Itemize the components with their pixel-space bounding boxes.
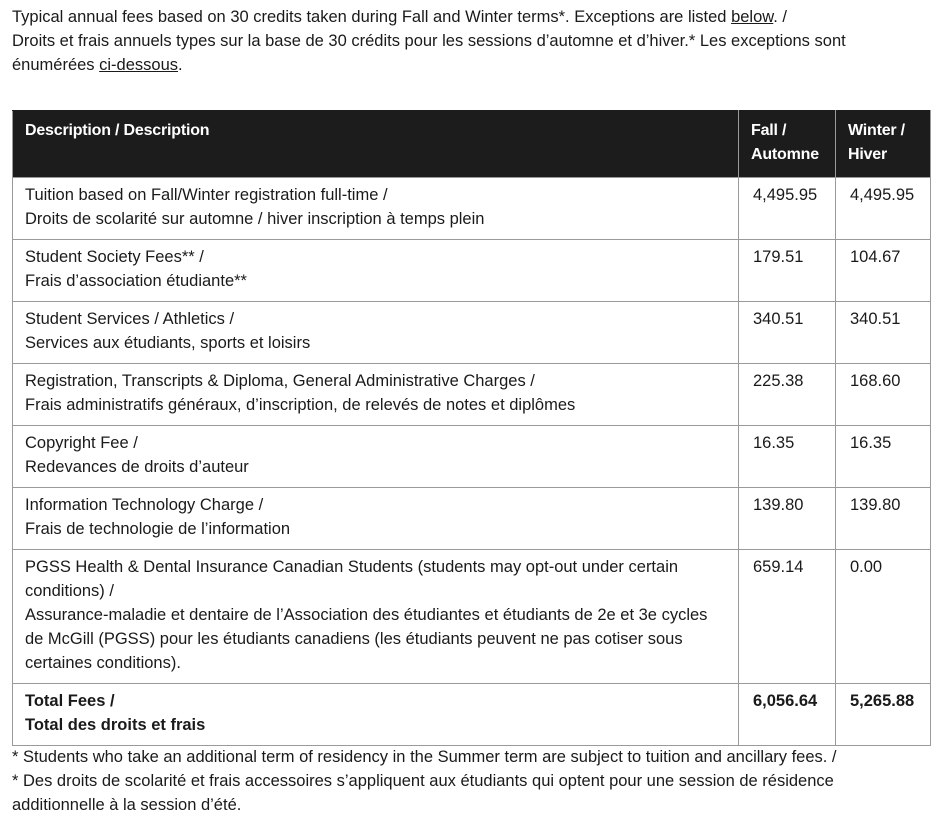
table-row-student-services	[13, 302, 931, 364]
row-winter-amount: 4,495.95	[836, 178, 931, 240]
row-winter-amount: 168.60	[836, 364, 931, 426]
footnote-en: * Students who take an additional term of residency in the Summer term are subject to tuition and ancillary fees. /	[12, 748, 837, 766]
table-row-registration	[13, 364, 931, 426]
below-link[interactable]: below	[731, 8, 774, 26]
intro-line3-text: énumérées	[12, 56, 100, 74]
row-fall-amount: 659.14	[739, 550, 836, 684]
row-fall-amount: 179.51	[739, 240, 836, 302]
row-winter-amount: 16.35	[836, 426, 931, 488]
ci-dessous-link[interactable]: ci-dessous	[99, 56, 179, 74]
row-fall-amount: 340.51	[739, 302, 836, 364]
fees-table	[12, 110, 931, 746]
row-description: Student Society Fees** / Frais d’association étudiante**	[13, 240, 739, 302]
table-row-tuition	[13, 178, 931, 240]
table-row-student-society	[13, 240, 931, 302]
table-row-pgss-insurance	[13, 550, 931, 684]
intro-paragraph	[12, 5, 927, 77]
total-label: Total Fees / Total des droits et frais	[13, 684, 739, 746]
total-winter-amount: 5,265.88	[836, 684, 931, 746]
row-description: Copyright Fee / Redevances de droits d’auteur	[13, 426, 739, 488]
row-winter-amount: 0.00	[836, 550, 931, 684]
table-header-row	[13, 111, 931, 178]
intro-line3-end: .	[178, 56, 183, 74]
row-description: Tuition based on Fall/Winter registration full-time / Droits de scolarité sur automne / hiver inscription à temps plein	[13, 178, 739, 240]
row-description: PGSS Health & Dental Insurance Canadian Students (students may opt-out under certain conditions) / Assurance-maladie et dentaire de l’Association des étudiantes et étudiants de 2e et 3e cycles de McGill (PGSS) pour les étudiants canadiens (les étudiants peuvent ne pas cotiser sous certaines conditions).	[13, 550, 739, 684]
intro-line2-text: Droits et frais annuels types sur la base de 30 crédits pour les sessions d’automne et d’hiver.* Les exceptions sont	[12, 32, 846, 50]
total-fall-amount: 6,056.64	[739, 684, 836, 746]
table-row-total	[13, 684, 931, 746]
row-description: Student Services / Athletics / Services aux étudiants, sports et loisirs	[13, 302, 739, 364]
row-fall-amount: 139.80	[739, 488, 836, 550]
footnote-fr: * Des droits de scolarité et frais accessoires s’appliquent aux étudiants qui optent pour une session de résidence additionnelle à la session d’été.	[12, 772, 834, 814]
row-winter-amount: 340.51	[836, 302, 931, 364]
intro-line1-end: . /	[773, 8, 788, 26]
table-row-it-charge	[13, 488, 931, 550]
header-winter: Winter / Hiver	[836, 111, 931, 178]
intro-line1-text: Typical annual fees based on 30 credits taken during Fall and Winter terms*. Exceptions are listed	[12, 8, 732, 26]
intro-text	[12, 5, 927, 77]
row-fall-amount: 4,495.95	[739, 178, 836, 240]
table-row-copyright	[13, 426, 931, 488]
row-winter-amount: 139.80	[836, 488, 931, 550]
header-fall: Fall / Automne	[739, 111, 836, 178]
row-description: Registration, Transcripts & Diploma, General Administrative Charges / Frais administratifs généraux, d’inscription, de relevés de notes et diplômes	[13, 364, 739, 426]
header-description: Description / Description	[13, 111, 739, 178]
footnote	[12, 745, 927, 817]
row-fall-amount: 225.38	[739, 364, 836, 426]
row-description: Information Technology Charge / Frais de technologie de l’information	[13, 488, 739, 550]
row-fall-amount: 16.35	[739, 426, 836, 488]
row-winter-amount: 104.67	[836, 240, 931, 302]
